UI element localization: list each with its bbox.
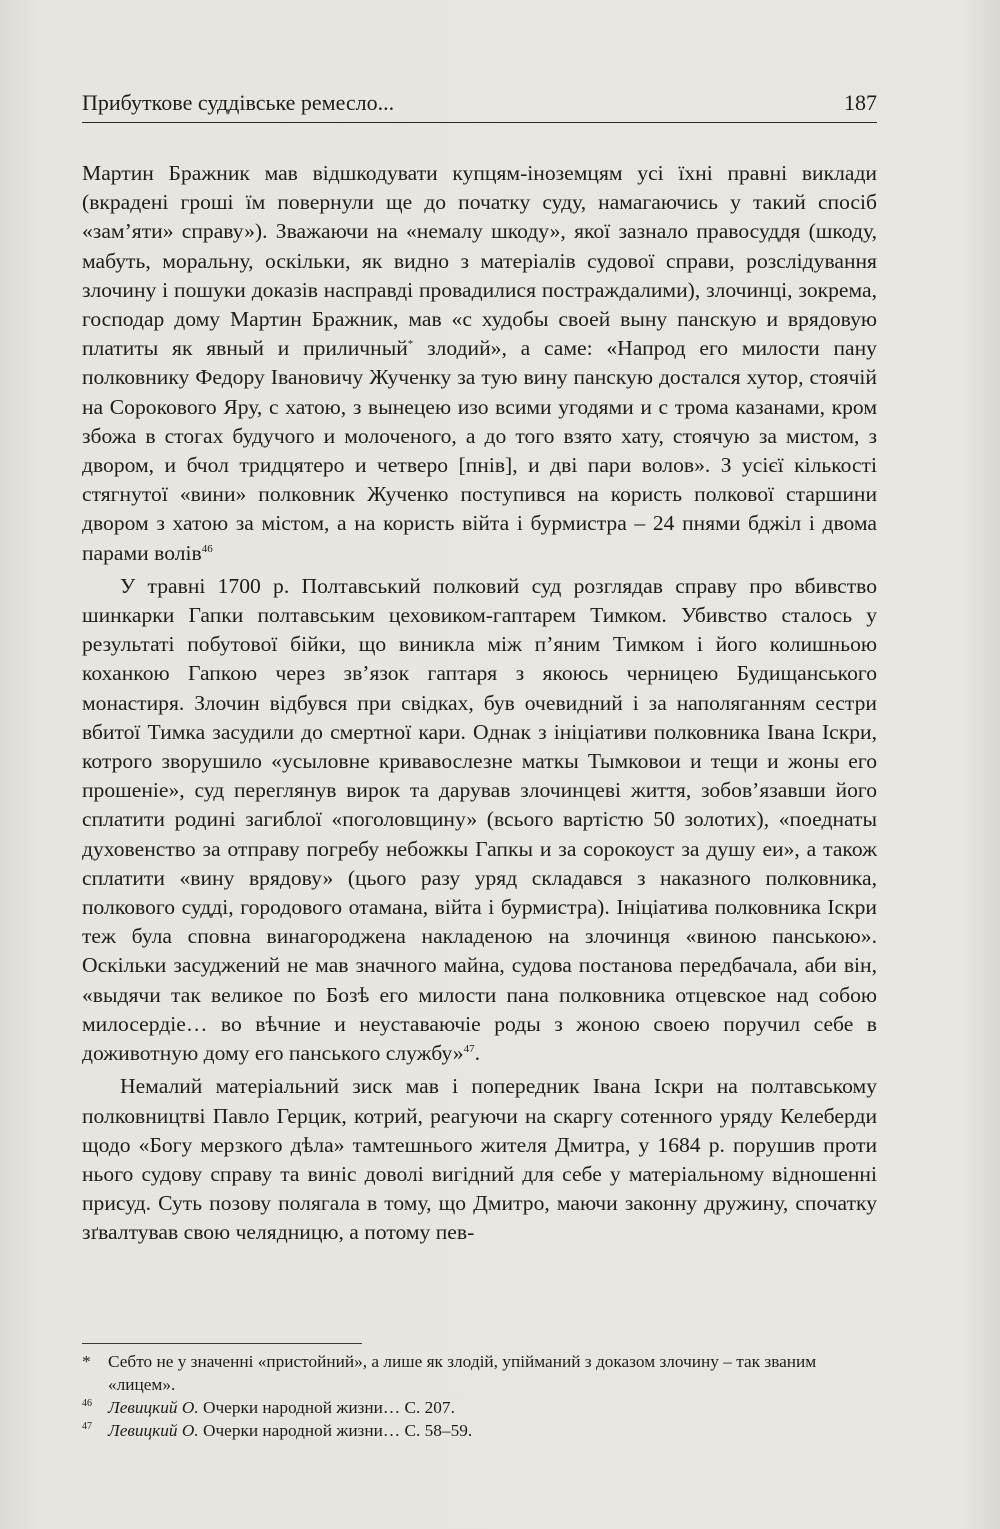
footnote-ref-46: 46 <box>201 542 213 555</box>
footnote-text: Себто не у значенні «пристойний», а лише як злодій, упійманий з доказом злочину – так званим «лицем». <box>108 1352 817 1394</box>
footnote-46 <box>82 1396 877 1419</box>
footnote-star <box>82 1350 877 1396</box>
footnote-author: Левицкий О. <box>108 1421 199 1440</box>
main-text <box>82 159 877 1248</box>
footnote-number: 46 <box>82 1398 92 1410</box>
footnote-text <box>108 1396 877 1419</box>
footnote-source: Очерки народной жизни… С. 207. <box>198 1398 455 1417</box>
page-number: 187 <box>844 90 877 115</box>
paragraph-1-part-2: злодий», а саме: «Напрод его милости пану полковнику Федору Івановичу Жученку за тую вину панскую достался хутор, стоячій на Сорокового Яру, с хатою, з вынецею изо всими угодями и с трома казанами, кром збожа в стогах будучого и молоченого, а до того взято хату, стоячую за мистом, з двором, и бчол тридцятеро и четверо [пнів], и двi пари волов». З усієї кількості стягнутої «вини» полковник Жученко поступився на користь полкової старшини двором з хатою за містом, а на користь війта і бурмистра – 24 пнями бджіл і двома парами волів <box>82 336 877 565</box>
footnote-text <box>108 1419 877 1442</box>
paragraph-1-part-1: Мартин Бражник мав відшкодувати купцям-іноземцям усі їхні правні виклади (вкрадені гроші їм повернули ще до початку суду, намагаючись у такий спосіб «зам’яти» справу»). Зважаючи на «немалу шкоду», якої зазнало правосуддя (шкоду, мабуть, моральну, оскільки, як видно з матеріалів судової справи, розслідування злочину і пошуки доказів насправді провадилися постраждалими), злочинці, зокрема, господар дому Мартин Бражник, мав «с худобы своей выну панскую и врядовую платиты як явный и приличный <box>82 161 877 361</box>
footnote-source: Очерки народной жизни… С. 58–59. <box>198 1421 473 1440</box>
footnote-ref-47: 47 <box>463 1042 475 1055</box>
footnote-author: Левицкий О. <box>108 1398 199 1417</box>
running-title: Прибутковe суддівське ремесло... <box>82 90 395 115</box>
paragraph-2-tail: . <box>474 1041 480 1066</box>
paragraph-3 <box>82 1072 877 1247</box>
footnotes <box>82 1350 877 1442</box>
footnote-divider <box>82 1343 362 1344</box>
paragraph-2-text: У травні 1700 р. Полтавський полковий суд розглядав справу про вбивство шинкарки Гапки полтавським цеховиком-гаптарем Тимком. Убивство сталось у результаті побутової бійки, що виникла між п’яним Тимком і його колишньою коханкою Гапкою через зв’язок гаптаря з якоюсь черницею Будищанського монастиря. Злочин відбувся при свідках, був очевидний і за наполяганням сестри вбитої Тимка засудили до смертної кари. Однак з ініціативи полковника Івана Іскри, котрого зворушило «усыловне кривавослезне маткы Тымковои и тещи и жоны его прошеніе», суд переглянув вирок та дарував злочинцеві життя, зобов’язавши його сплатити родині загиблої «поголовщину» (всього вартістю 50 золотих), «поеднаты духовенство за отправу погребу небожкы Гапкы и за сорокоуст за душу еи», а також сплатити «вину врядову» (цього разу уряд складався з наказного полковника, полкового судді, городового отамана, війта і бурмистра). Ініціатива полковника Іскри теж була сповна винагороджена накладеною на злочинця «виною панською». Оскільки засуджений не мав значного майна, судова постанова передбачала, аби він, «выдячи так великое по Бозѣ его милости пана полковника отцевское над собою милосердіе… во вѣчние и неуставаючіе роды з жоною своею поручил себе в доживотную дому его панського службу» <box>82 573 877 1066</box>
footnote-mark: * <box>82 1352 91 1371</box>
footnote-mark <box>82 1419 108 1442</box>
paragraph-3-text: Немалий матеріальний зиск мав і попередник Івана Іскри на полтавському полковництві Павло Герцик, котрий, реагуючи на скаргу сотенного уряду Келеберди щодо «Богу мерзкого дѣла» тамтешнього жителя Дмитра, у 1684 р. порушив проти нього судову справу та виніс доволі вигідний для себе у матеріальному відношенні присуд. Суть позову полягала в тому, що Дмитро, маючи законну дружину, спочатку зґвалтував свою челядницю, а потому пев- <box>82 1074 877 1245</box>
footnote-ref-star: * <box>407 338 414 351</box>
running-header <box>82 88 877 123</box>
footnote-mark <box>82 1396 108 1419</box>
footnote-47 <box>82 1419 877 1442</box>
paragraph-1 <box>82 159 877 568</box>
footnote-number: 47 <box>82 1421 92 1433</box>
paragraph-2 <box>82 572 877 1068</box>
